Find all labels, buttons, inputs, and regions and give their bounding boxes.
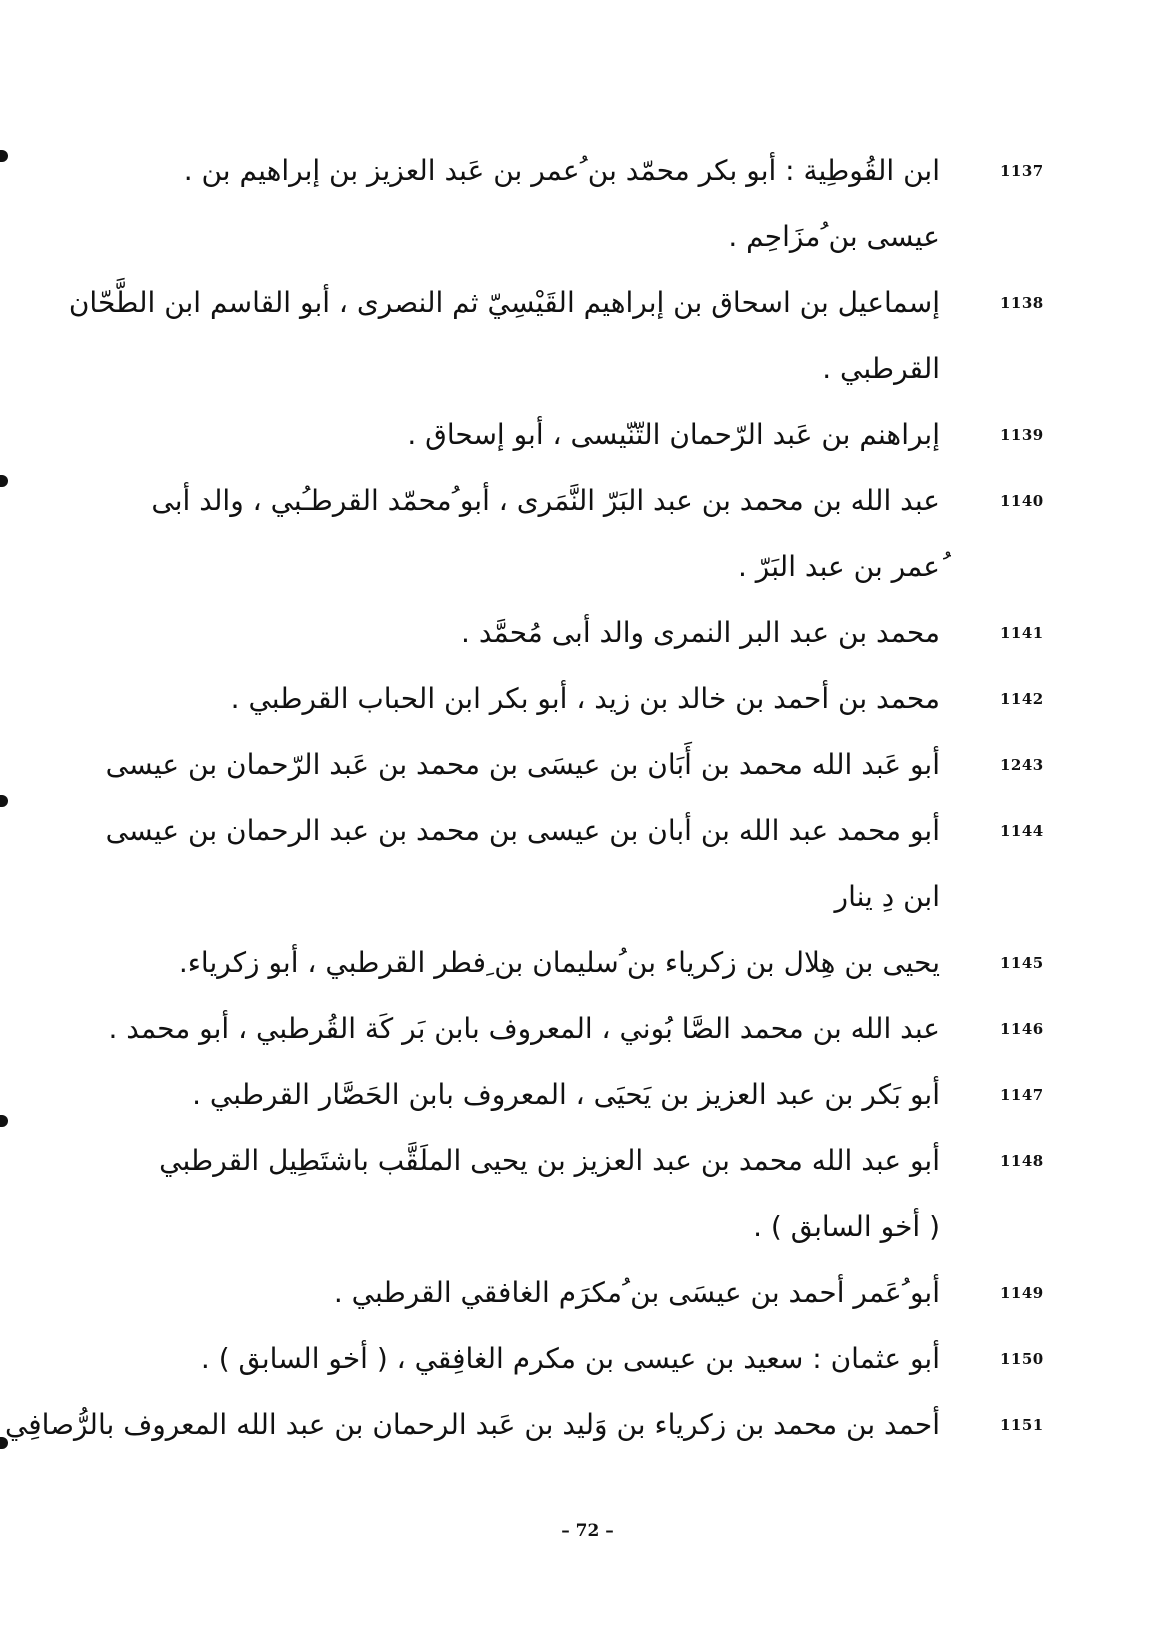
entry-text [120,1128,940,1260]
entry-line: ابن القُوطِية : أبو بكر محمّد بن ُعمر بن عَبد العزيز بن إبراهيم بن . [183,154,940,187]
entry-number: 1138 [1000,294,1044,312]
page-number: – 72 – [561,1521,614,1541]
entry-text [120,1062,940,1128]
entry-line: القرطبي . [822,352,940,385]
entry-1146 [108,996,1120,1062]
entry-number: 1147 [1000,1086,1044,1104]
entry-line: عيسى بن ُمزَاحِم . [728,220,940,253]
entry-1243 [105,732,1120,798]
entry-text [105,798,940,930]
entry-text [120,930,940,996]
entry-1142 [120,666,1120,732]
entry-text [105,732,940,798]
entry-text [108,996,940,1062]
entry-text [120,1260,940,1326]
entry-1150 [120,1326,1120,1392]
entry-1148 [120,1128,1120,1260]
entry-number: 1145 [1000,954,1044,972]
entry-text [120,666,940,732]
entry-list [4,138,1120,1458]
entry-text [68,270,940,402]
entry-number: 1144 [1000,822,1044,840]
entry-text [120,402,940,468]
entry-line: ( أخو السابق ) . [753,1210,940,1243]
entry-1139 [120,402,1120,468]
entry-number: 1141 [1000,624,1044,642]
entry-line: أبو عَبد الله محمد بن أَبَان بن عيسَى بن محمد بن عَبد الرّحمان بن عيسى [105,748,940,781]
entry-text [4,1392,940,1458]
entry-number: 1149 [1000,1284,1044,1302]
entry-1140 [120,468,1120,600]
entry-line: محمد بن أحمد بن خالد بن زيد ، أبو بكر ابن الحباب القرطبي . [230,682,940,715]
entry-1149 [120,1260,1120,1326]
entry-number: 1140 [1000,492,1044,510]
entry-1145 [120,930,1120,996]
scan-edge-mark [0,150,8,162]
entry-1144 [105,798,1120,930]
scan-edge-mark [0,475,8,487]
entry-number: 1146 [1000,1020,1044,1038]
entry-line: أبو ُعَمر أحمد بن عيسَى بن ُمكرَم الغافقي القرطبي . [333,1276,940,1309]
entry-number: 1151 [1000,1416,1044,1434]
entry-1137 [120,138,1120,270]
entry-text [120,600,940,666]
entry-line: أبو محمد عبد الله بن أبان بن عيسى بن محمد بن عبد الرحمان بن عيسى [105,814,940,847]
entry-line: عبد الله بن محمد الصَّا بُوني ، المعروف بابن بَر كَة القُرطبي ، أبو محمد . [108,1012,940,1045]
entry-number: 1142 [1000,690,1044,708]
entry-number: 1139 [1000,426,1044,444]
scan-edge-mark [0,795,8,807]
entry-number: 1243 [1000,756,1044,774]
entry-line: عبد الله بن محمد بن عبد البَرّ النَّمَرى ، أبو ُمحمّد القرطـُبي ، والد أبى [151,484,940,517]
entry-1147 [120,1062,1120,1128]
entry-line: محمد بن عبد البر النمرى والد أبى مُحمَّد . [461,616,940,649]
entry-line: إسماعيل بن اسحاق بن إبراهيم القَيْسِيّ ثم النصرى ، أبو القاسم ابن الطَّحّان [68,286,940,319]
entry-line: أبو عبد الله محمد بن عبد العزيز بن يحيى الملَقَّب باشتَطِيل القرطبي [159,1144,940,1177]
entry-line: ُعمر بن عبد البَرّ . [737,550,940,583]
entry-number: 1148 [1000,1152,1044,1170]
entry-line: أحمد بن محمد بن زكرياء بن وَليد بن عَبد الرحمان بن عبد الله المعروف بالرُّصافِي [4,1408,940,1441]
entry-1151 [4,1392,1120,1458]
scan-edge-mark [0,1115,8,1127]
entry-number: 1150 [1000,1350,1044,1368]
entry-line: ابن دِ ينار [834,880,940,913]
entry-line: أبو بَكر بن عبد العزيز بن يَحيَى ، المعروف بابن الحَصَّار القرطبي . [192,1078,940,1111]
entry-line: إبراهنم بن عَبد الرّحمان التّنّيسى ، أبو إسحاق . [407,418,940,451]
entry-line: يحيى بن هِلال بن زكرياء بن ُسليمان بن ِفطر القرطبي ، أبو زكرياء. [178,946,940,979]
entry-1141 [120,600,1120,666]
entry-text [120,1326,940,1392]
entry-number: 1137 [1000,162,1044,180]
entry-line: أبو عثمان : سعيد بن عيسى بن مكرم الغافِقي ، ( أخو السابق ) . [200,1342,940,1375]
entry-1138 [68,270,1120,402]
entry-text [120,468,940,600]
entry-text [120,138,940,270]
